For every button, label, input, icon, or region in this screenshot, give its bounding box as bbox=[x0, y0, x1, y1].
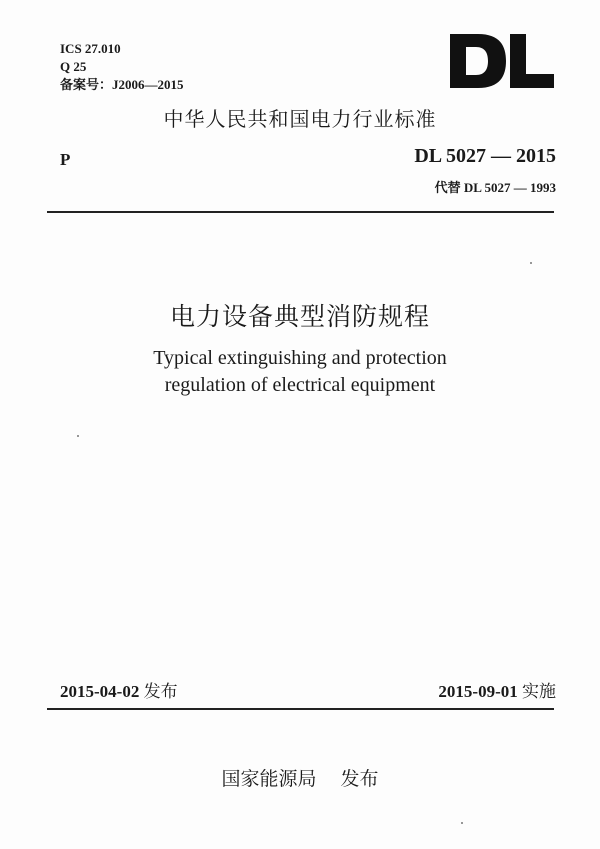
title-english-line-2: regulation of electrical equipment bbox=[164, 374, 436, 396]
title-english bbox=[0, 345, 600, 399]
publisher-line bbox=[0, 764, 600, 791]
class-code: Q 25 bbox=[60, 59, 87, 74]
category-code: P bbox=[60, 150, 71, 169]
scan-speck bbox=[530, 262, 532, 264]
implement-label: 实施 bbox=[522, 682, 556, 702]
bottom-divider bbox=[47, 708, 554, 710]
scan-speck bbox=[461, 822, 463, 824]
industry-standard-title: 中华人民共和国电力行业标准 bbox=[163, 107, 437, 131]
issue-date-line bbox=[60, 677, 178, 702]
publisher-label: 发布 bbox=[340, 768, 379, 790]
implement-date-line bbox=[438, 677, 556, 702]
top-divider bbox=[47, 211, 554, 213]
dl-logo bbox=[448, 32, 556, 90]
issue-label: 发布 bbox=[143, 682, 178, 702]
issue-date: 2015-04-02 bbox=[60, 682, 140, 701]
standard-number: DL 5027 — 2015 bbox=[414, 145, 556, 167]
implement-date: 2015-09-01 bbox=[438, 682, 518, 701]
replaces-standard: 代替 DL 5027 — 1993 bbox=[434, 180, 556, 195]
publisher-name: 国家能源局 bbox=[221, 768, 317, 790]
scan-speck bbox=[77, 435, 79, 437]
ics-code: ICS 27.010 bbox=[60, 41, 121, 56]
title-english-line-1: Typical extinguishing and protection bbox=[153, 347, 447, 369]
title-chinese: 电力设备典型消防规程 bbox=[169, 302, 430, 331]
filing-number: 备案号：J2006—2015 bbox=[60, 77, 184, 92]
classification-block bbox=[60, 40, 184, 94]
